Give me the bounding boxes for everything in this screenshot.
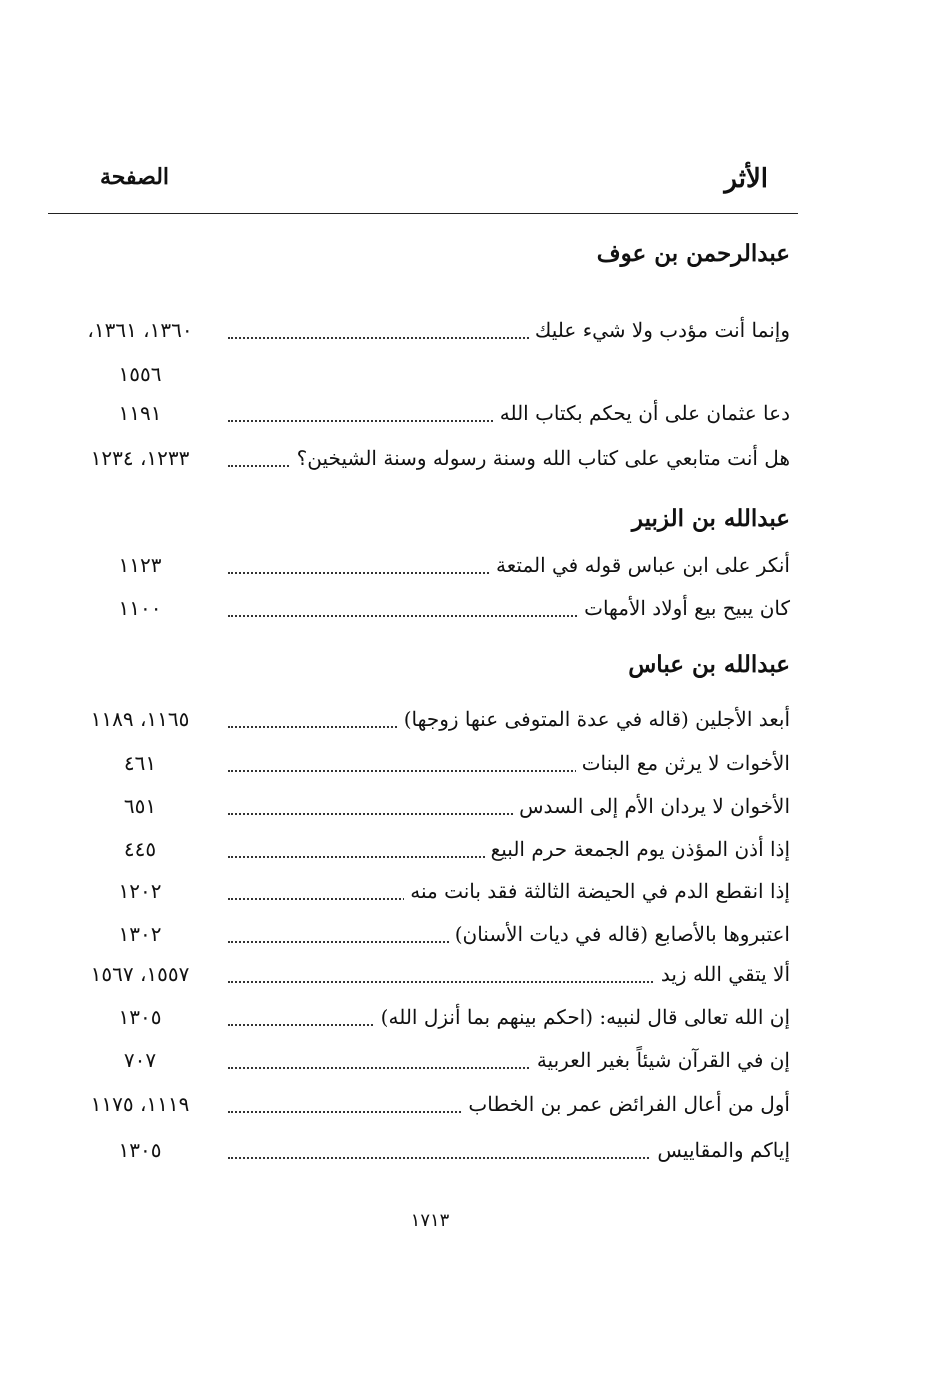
section-title: عبدالله بن الزبير bbox=[631, 505, 790, 532]
entry-text: إذا انقطع الدم في الحيضة الثالثة فقد بانت منه bbox=[404, 879, 790, 903]
entry-text: إياكم والمقاييس bbox=[651, 1138, 790, 1162]
section-title: عبدالله بن عباس bbox=[628, 651, 790, 678]
entry-text: وإنما أنت مؤدب ولا شيء عليك bbox=[529, 318, 790, 342]
index-entry bbox=[60, 922, 790, 954]
index-entry bbox=[60, 707, 790, 739]
entry-pages: ١١٩١ bbox=[118, 401, 162, 425]
index-entry bbox=[60, 596, 790, 628]
index-entry bbox=[60, 751, 790, 783]
entry-pages: ١٢٠٢ bbox=[118, 879, 162, 903]
index-entry bbox=[60, 1138, 790, 1170]
index-entry bbox=[60, 553, 790, 585]
entry-pages: ١١١٩، ١١٧٥ bbox=[90, 1092, 190, 1116]
header-rule bbox=[48, 213, 798, 214]
entry-text: اعتبروها بالأصابع (قاله في ديات الأسنان) bbox=[449, 922, 790, 946]
entry-pages: ٤٤٥ bbox=[123, 837, 157, 861]
entry-text: إن في القرآن شيئاً بغير العربية bbox=[531, 1048, 790, 1072]
entry-text: أول من أعال الفرائض عمر بن الخطاب bbox=[462, 1092, 790, 1116]
entry-text: كان يبيح بيع أولاد الأمهات bbox=[578, 596, 790, 620]
index-entry bbox=[60, 1092, 790, 1124]
section-title: عبدالرحمن بن عوف bbox=[596, 240, 790, 267]
entry-pages: ١٣٠٥ bbox=[118, 1005, 162, 1029]
entry-pages: ٦٥١ bbox=[123, 794, 157, 818]
entry-text: هل أنت متابعي على كتاب الله وسنة رسوله وسنة الشيخين؟ bbox=[291, 446, 790, 470]
entry-text: أنكر على ابن عباس قوله في المتعة bbox=[490, 553, 790, 577]
index-entry bbox=[60, 794, 790, 826]
index-entry bbox=[60, 318, 790, 350]
page-number: ١٧١٣ bbox=[410, 1210, 450, 1231]
entry-text: ألا يتقي الله زيد bbox=[655, 962, 790, 986]
entry-pages: ١١٦٥، ١١٨٩ bbox=[90, 707, 190, 731]
column-header-athar: الأثر bbox=[724, 164, 768, 194]
index-entry bbox=[60, 879, 790, 911]
index-entry bbox=[60, 401, 790, 433]
entry-pages: ١٢٣٣، ١٢٣٤ bbox=[90, 446, 190, 470]
entry-text: دعا عثمان على أن يحكم بكتاب الله bbox=[494, 401, 790, 425]
entry-text: إن الله تعالى قال لنبيه: (احكم بينهم بما أنزل الله) bbox=[375, 1005, 790, 1029]
entry-pages: ٤٦١ bbox=[123, 751, 157, 775]
page-header bbox=[48, 158, 798, 198]
entry-text: الأخوات لا يرثن مع البنات bbox=[576, 751, 790, 775]
entry-text: إذا أذن المؤذن يوم الجمعة حرم البيع bbox=[485, 837, 790, 861]
entry-pages: ١٣٠٥ bbox=[118, 1138, 162, 1162]
entry-pages: ١٣٠٢ bbox=[118, 922, 162, 946]
entry-pages: ١١٠٠ bbox=[118, 596, 162, 620]
entry-pages: ١٣٦٠، ١٣٦١، bbox=[87, 318, 193, 342]
index-entry bbox=[60, 1005, 790, 1037]
index-entry bbox=[60, 1048, 790, 1080]
index-entry bbox=[60, 837, 790, 869]
entry-text: الأخوان لا يردان الأم إلى السدس bbox=[513, 794, 790, 818]
entry-pages: ١١٢٣ bbox=[118, 553, 162, 577]
index-entry bbox=[60, 446, 790, 478]
entry-pages: ١٥٥٧، ١٥٦٧ bbox=[90, 962, 190, 986]
column-header-page: الصفحة bbox=[100, 164, 170, 190]
entry-pages-continued: ١٥٥٦ bbox=[118, 362, 162, 386]
entry-pages: ٧٠٧ bbox=[123, 1048, 157, 1072]
index-entry bbox=[60, 962, 790, 994]
entry-text: أبعد الأجلين (قاله في عدة المتوفى عنها زوجها) bbox=[398, 707, 790, 731]
